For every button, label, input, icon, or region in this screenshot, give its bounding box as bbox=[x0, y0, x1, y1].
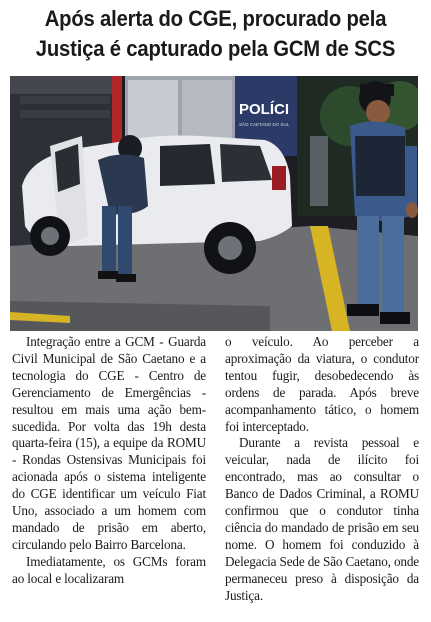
police-sign-subtext: SÃO CAETANO DO SUL bbox=[239, 122, 290, 127]
article-paragraph-2-continued: o veículo. Ao perceber a aproximação da viatura, o condutor tentou fugir, desobedecendo às ordens de parada. Após breve acompanhamento tático, o homem foi interceptado. bbox=[225, 334, 419, 434]
photo-police-car-scene-icon bbox=[10, 76, 418, 331]
police-sign-text: POLÍCI bbox=[239, 101, 290, 118]
headline-line-1: Após alerta do CGE, procurado pela bbox=[44, 6, 387, 31]
news-photo bbox=[10, 76, 418, 331]
headline-line-2: Justiça é capturado pela GCM de SCS bbox=[35, 36, 396, 61]
article-paragraph-3: Durante a revista pessoal e veicular, nada de ilícito foi encontrado, mas ao consultar o Banco de Dados Criminal, a ROMU confirmou que o condutor tinha ciência do mandado de prisão em seu nome. O homem foi conduzido à Delegacia Sede de São Caetano, onde permaneceu preso à disposição da Justiça. bbox=[225, 435, 419, 603]
article-column-left bbox=[12, 334, 206, 588]
article-column-right bbox=[225, 334, 419, 605]
headline bbox=[27, 4, 404, 64]
article-paragraph-1: Integração entre a GCM - Guarda Civil Municipal de São Caetano e a tecnologia do CGE - Centro de Gerenciamento de Emergências - resultou em mais uma ação bem-sucedida. Por volta das 19h desta quarta-feira (15), a equipe da ROMU - Rondas Ostensivas Municipais foi acionada após o sistema inteligente do CGE identificar um veículo Fiat Uno, associado a um homem com mandado de prisão em aberto, circulando pelo Bairro Barcelona. bbox=[12, 334, 206, 552]
article-paragraph-2-start: Imediatamente, os GCMs foram ao local e localizaram bbox=[12, 553, 206, 586]
